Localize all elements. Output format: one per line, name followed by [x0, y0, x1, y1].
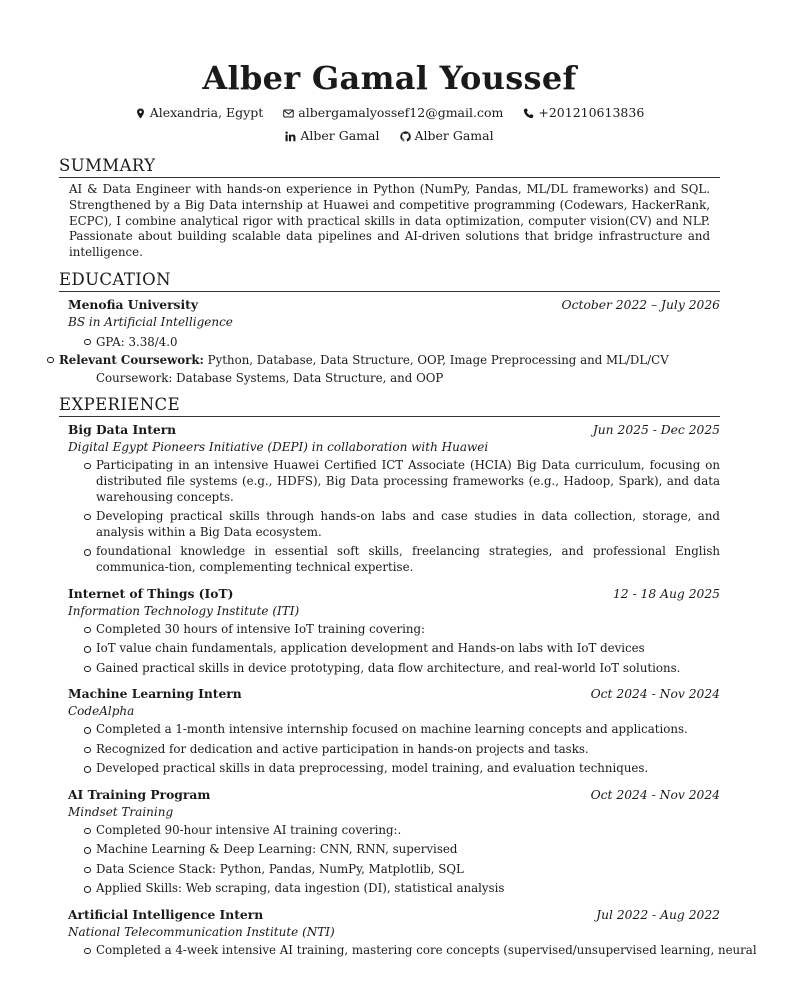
experience-heading: EXPERIENCE	[59, 395, 720, 417]
experience-entry-head	[68, 421, 720, 439]
education-dates: October 2022 – July 2026	[561, 297, 720, 312]
contact-row-secondary	[59, 127, 720, 145]
experience-bullets	[68, 942, 757, 959]
education-details	[59, 333, 720, 387]
resume-page	[59, 56, 757, 962]
list-item: IoT value chain fundamentals, application development and Hands-on labs with IoT devices	[96, 641, 720, 657]
phone-text[interactable]: +201210613836	[538, 105, 645, 120]
list-item: Completed 90-hour intensive AI training covering:.	[96, 823, 720, 839]
list-item: Completed 30 hours of intensive IoT training covering:	[96, 622, 720, 638]
experience-entry-head	[68, 906, 720, 924]
experience-org: Mindset Training	[68, 804, 174, 819]
institution-name: Menofia University	[68, 296, 198, 312]
experience-entry-head	[68, 685, 720, 703]
experience-section	[59, 394, 757, 959]
experience-dates: Oct 2024 - Nov 2024	[590, 687, 720, 702]
experience-bullets	[68, 622, 720, 677]
list-item: Participating in an intensive Huawei Certified ICT Associate (HCIA) Big Data curriculum, focusing on distributed file systems (e.g., HDFS), Big Data processing frameworks (e.g., Hadoop, Spark), and data warehousing concepts.	[96, 457, 720, 504]
list-item: foundational knowledge in essential soft skills, freelancing strategies, and professional English communica-tion, complementing technical expertise.	[96, 544, 720, 574]
list-item: Gained practical skills in device prototyping, data flow architecture, and real-world IoT solutions.	[96, 661, 720, 677]
linkedin-icon	[285, 131, 296, 142]
experience-role: AI Training Program	[68, 786, 211, 802]
experience-dates: 12 - 18 Aug 2025	[612, 586, 720, 601]
linkedin-text[interactable]: Alber Gamal	[300, 128, 380, 143]
experience-role: Internet of Things (IoT)	[68, 585, 234, 601]
summary-text: AI & Data Engineer with hands-on experience in Python (NumPy, Pandas, ML/DL frameworks) and SQL. Strengthened by a Big Data internship at Huawei and competitive programming (Codewars, HackerRank, ECPC), I combine analytical rigor with practical skills in data optimization, computer vision(CV) and NLP. Passionate about building scalable data pipelines and AI-driven solutions that bridge infrastructure and intelligence.	[69, 182, 710, 260]
coursework-label: Relevant Coursework:	[59, 352, 204, 367]
experience-bullets	[68, 458, 720, 576]
list-item: Data Science Stack: Python, Pandas, NumPy, Matplotlib, SQL	[96, 862, 720, 878]
experience-org: Digital Egypt Pioneers Initiative (DEPI) in collaboration with Huawei	[68, 439, 489, 454]
coursework-item	[31, 351, 720, 387]
experience-org: Information Technology Institute (ITI)	[68, 603, 300, 618]
experience-entry	[68, 786, 720, 897]
github-text[interactable]: Alber Gamal	[414, 128, 494, 143]
experience-entry	[68, 906, 757, 959]
experience-entry-head	[68, 585, 720, 603]
candidate-name: Alber Gamal Youssef	[202, 59, 577, 97]
experience-entry	[68, 585, 720, 677]
contact-row-primary	[59, 104, 720, 122]
experience-bullets	[68, 823, 720, 897]
education-entry-head	[68, 296, 720, 314]
summary-section	[59, 156, 720, 261]
coursework-text: Python, Database, Data Structure, OOP, Image Preprocessing and ML/DL/CV Coursework: Database Systems, Data Structure, and OOP	[96, 352, 669, 385]
list-item: Developed practical skills in data preprocessing, model training, and evaluation techniques.	[96, 761, 720, 777]
experience-dates: Oct 2024 - Nov 2024	[590, 787, 720, 802]
contact-location	[135, 104, 264, 122]
list-item: Completed a 1-month intensive internship focused on machine learning concepts and applications.	[96, 722, 720, 738]
education-heading: EDUCATION	[59, 270, 720, 292]
experience-org: CodeAlpha	[68, 704, 135, 719]
list-item: Machine Learning & Deep Learning: CNN, RNN, supervised	[96, 842, 720, 858]
experience-dates: Jul 2022 - Aug 2022	[596, 907, 720, 922]
map-marker-icon	[135, 108, 146, 119]
degree-name: BS in Artificial Intelligence	[68, 314, 233, 329]
email-text[interactable]: albergamalyossef12@gmail.com	[298, 105, 504, 120]
contact-github[interactable]	[400, 127, 494, 145]
experience-entry-head	[68, 786, 720, 804]
contact-phone[interactable]	[523, 104, 644, 122]
experience-dates: Jun 2025 - Dec 2025	[592, 422, 720, 437]
education-entry	[59, 296, 720, 387]
phone-icon	[523, 108, 534, 119]
experience-org: National Telecommunication Institute (NTI)	[68, 924, 335, 939]
experience-role: Big Data Intern	[68, 421, 177, 437]
experience-bullets	[68, 722, 720, 777]
envelope-icon	[283, 108, 294, 119]
education-section	[59, 270, 720, 387]
list-item: Recognized for dedication and active participation in hands-on projects and tasks.	[96, 742, 720, 758]
list-item: Applied Skills: Web scraping, data ingestion (DI), statistical analysis	[96, 881, 720, 897]
experience-role: Machine Learning Intern	[68, 686, 242, 702]
experience-entry	[68, 685, 720, 777]
list-item: Developing practical skills through hands-on labs and case studies in data collection, storage, and analysis within a Big Data ecosystem.	[96, 508, 720, 539]
list-item: Completed a 4-week intensive AI training, mastering core concepts (supervised/unsupervised learning, neural	[96, 942, 757, 957]
gpa-text: GPA: 3.38/4.0	[96, 334, 178, 349]
github-icon	[400, 131, 411, 142]
gpa-item	[68, 333, 720, 351]
summary-heading: SUMMARY	[59, 156, 720, 178]
experience-role: Artificial Intelligence Intern	[68, 906, 264, 922]
contact-linkedin[interactable]	[285, 127, 379, 145]
experience-entry	[68, 421, 720, 576]
location-text: Alexandria, Egypt	[149, 105, 264, 120]
contact-email[interactable]	[283, 104, 503, 122]
